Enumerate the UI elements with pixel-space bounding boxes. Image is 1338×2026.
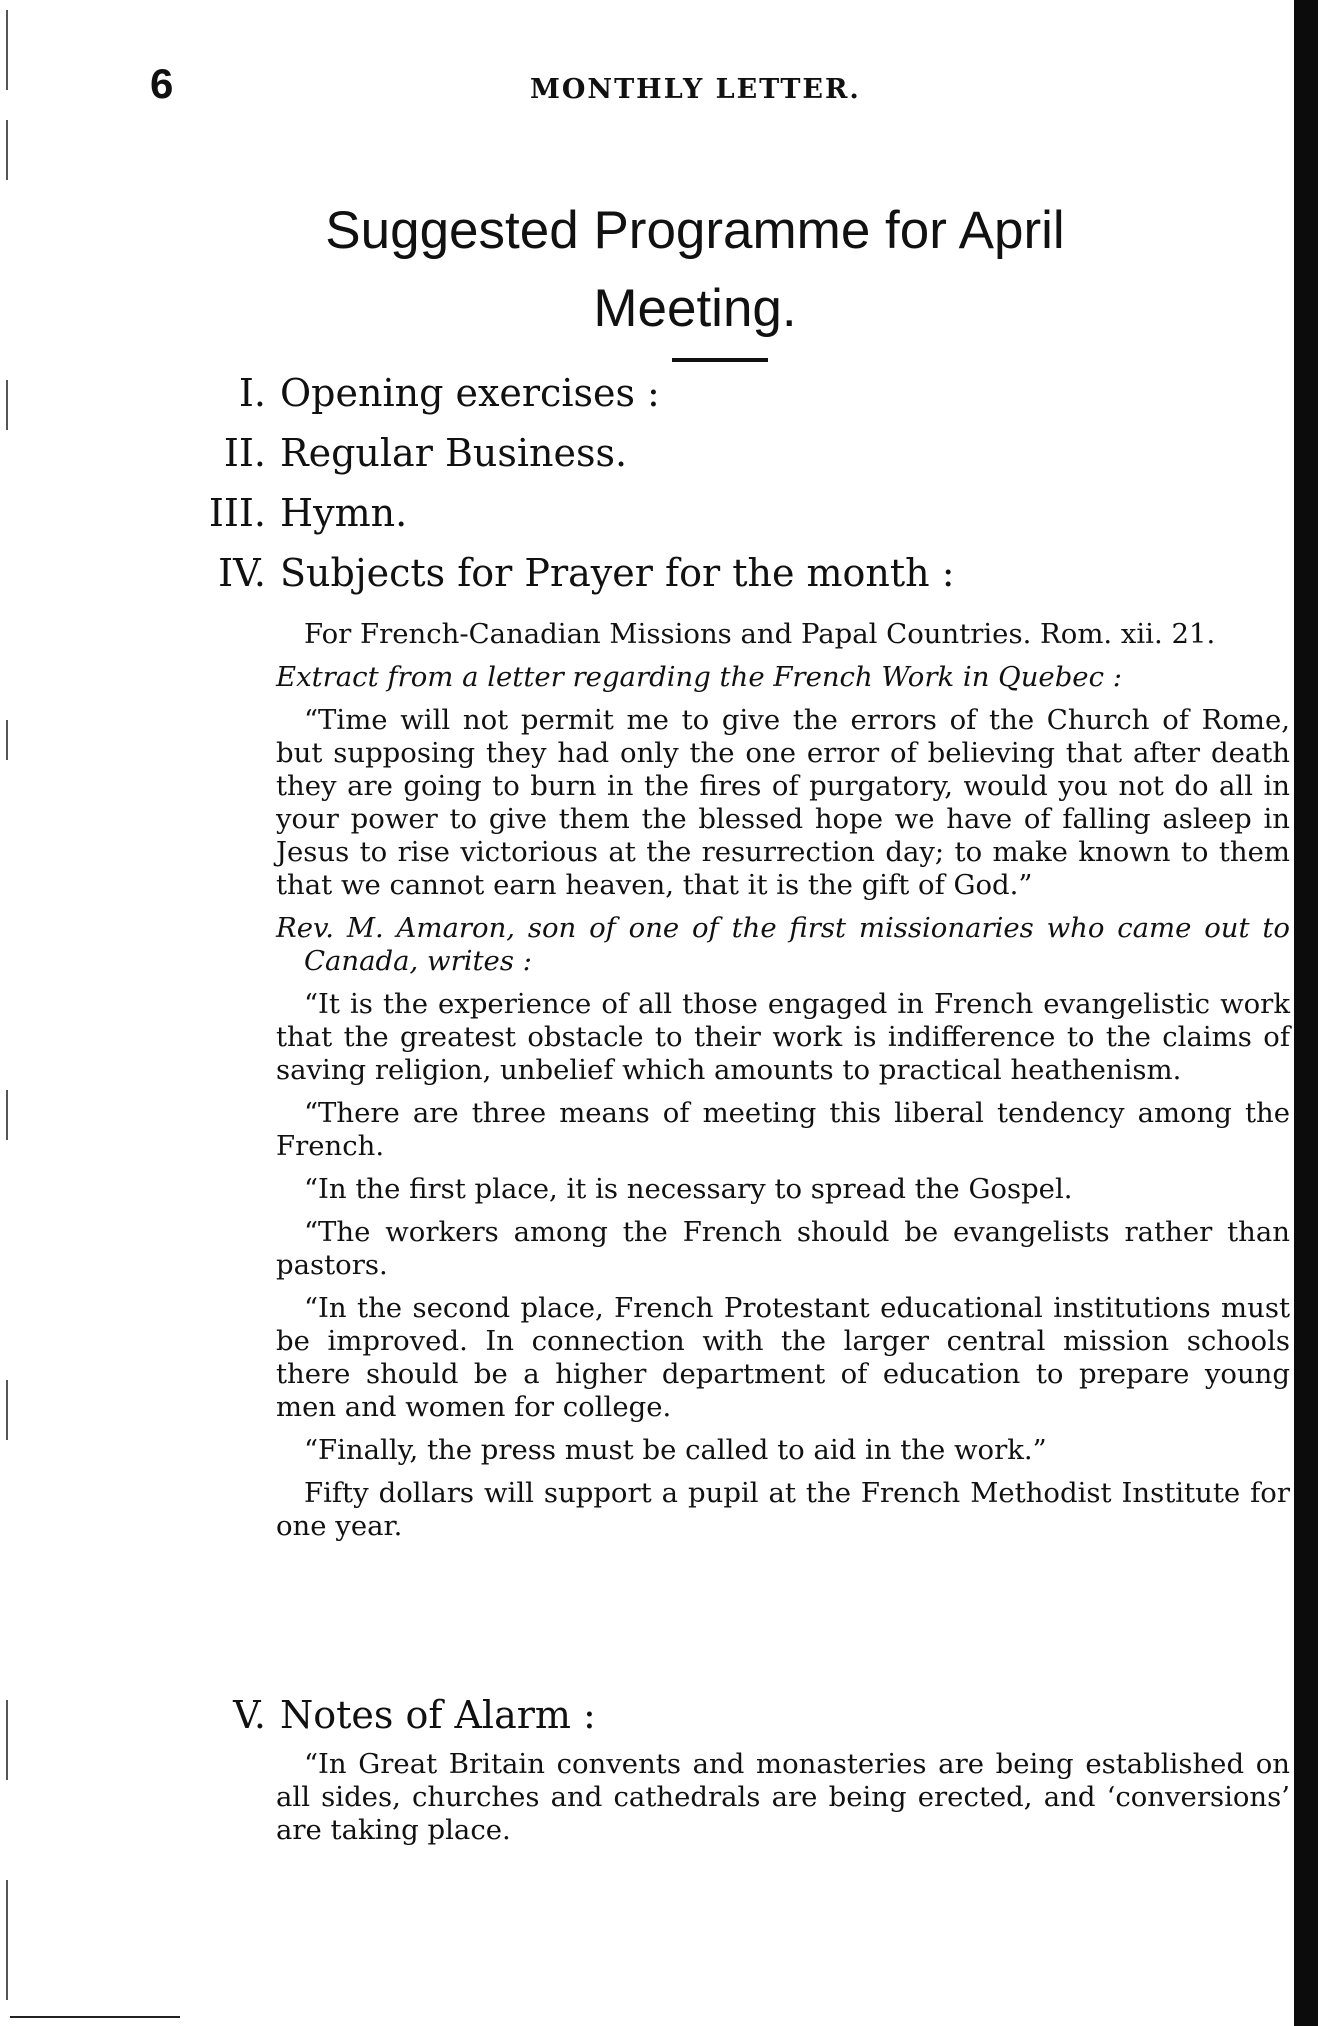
scan-edge-mark: [6, 1880, 8, 2000]
amaron-intro: Rev. M. Amaron, son of one of the first missionaries who came out to Canada, writes :: [276, 912, 1290, 977]
programme-list: [170, 368, 1290, 598]
amaron-quote: “The workers among the French should be evangelists rather than pastors.: [276, 1216, 1290, 1281]
item-title: Hymn.: [280, 491, 408, 535]
scan-edge-mark: [6, 120, 8, 180]
extract-intro: Extract from a letter regarding the French Work in Quebec :: [276, 661, 1122, 693]
alarm-quote: “In Great Britain convents and monasteries are being established on all sides, churches and cathedrals are being erected, and ‘conversions’ are taking place.: [276, 1748, 1290, 1846]
section-v-body: [276, 1748, 1290, 1857]
amaron-quote: “It is the experience of all those engaged in French evangelistic work that the greatest obstacle to their work is indifference to the claims of saving religion, unbelief which amounts to practical heathenism.: [276, 988, 1290, 1086]
item-numeral: IV.: [218, 551, 266, 595]
item-numeral: I.: [238, 371, 266, 415]
prayer-subject: For French-Canadian Missions and Papal Countries. Rom. xii. 21.: [304, 618, 1216, 650]
amaron-quote: “In the second place, French Protestant educational institutions must be improved. In connection with the larger central mission schools there should be a higher department of education to prepare young men and women for college.: [276, 1292, 1290, 1423]
amaron-quote: “There are three means of meeting this liberal tendency among the French.: [276, 1097, 1290, 1162]
programme-item: [170, 548, 1290, 598]
programme-item: [170, 368, 1290, 418]
item-title: Opening exercises :: [280, 371, 660, 415]
scan-edge-mark: [6, 1090, 8, 1140]
programme-item: [170, 1690, 1290, 1740]
title-line-1: Suggested Programme for April: [325, 201, 1065, 260]
page-number: 6: [150, 60, 174, 107]
item-numeral: II.: [223, 431, 266, 475]
binding-edge-shadow: [1294, 0, 1318, 2026]
programme-item: [170, 428, 1290, 478]
item-numeral: III.: [208, 491, 266, 535]
amaron-quote: “Finally, the press must be called to aid in the work.”: [304, 1434, 1047, 1466]
scan-edge-mark: [6, 720, 8, 760]
scan-edge-mark: [6, 1380, 8, 1440]
support-note: Fifty dollars will support a pupil at the French Methodist Institute for one year.: [276, 1477, 1290, 1542]
title-rule: [672, 358, 768, 362]
section-iv-body: [276, 618, 1290, 1553]
extract-quote: “Time will not permit me to give the errors of the Church of Rome, but supposing they had only the one error of believing that after death they are going to burn in the fires of purgatory, would you not do all in your power to give them the blessed hope we have of falling asleep in Jesus to rise victorious at the resurrection day; to make known to them that we cannot earn heaven, that it is the gift of God.”: [276, 704, 1290, 901]
programme-item: [170, 488, 1290, 538]
title-line-2: Meeting.: [593, 279, 797, 338]
programme-list-continued: [170, 1690, 1290, 1740]
item-title: Notes of Alarm :: [280, 1693, 596, 1737]
running-head: MONTHLY LETTER.: [530, 74, 861, 105]
page-header: [0, 60, 1338, 120]
scan-edge-mark: [6, 1700, 8, 1780]
amaron-quote: “In the first place, it is necessary to spread the Gospel.: [304, 1173, 1073, 1205]
item-title: Regular Business.: [280, 431, 628, 475]
scan-edge-mark: [6, 380, 8, 430]
item-title: Subjects for Prayer for the month :: [280, 551, 955, 595]
scan-bottom-mark: [10, 2016, 180, 2018]
page-title: [230, 192, 1160, 348]
item-numeral: V.: [233, 1693, 266, 1737]
